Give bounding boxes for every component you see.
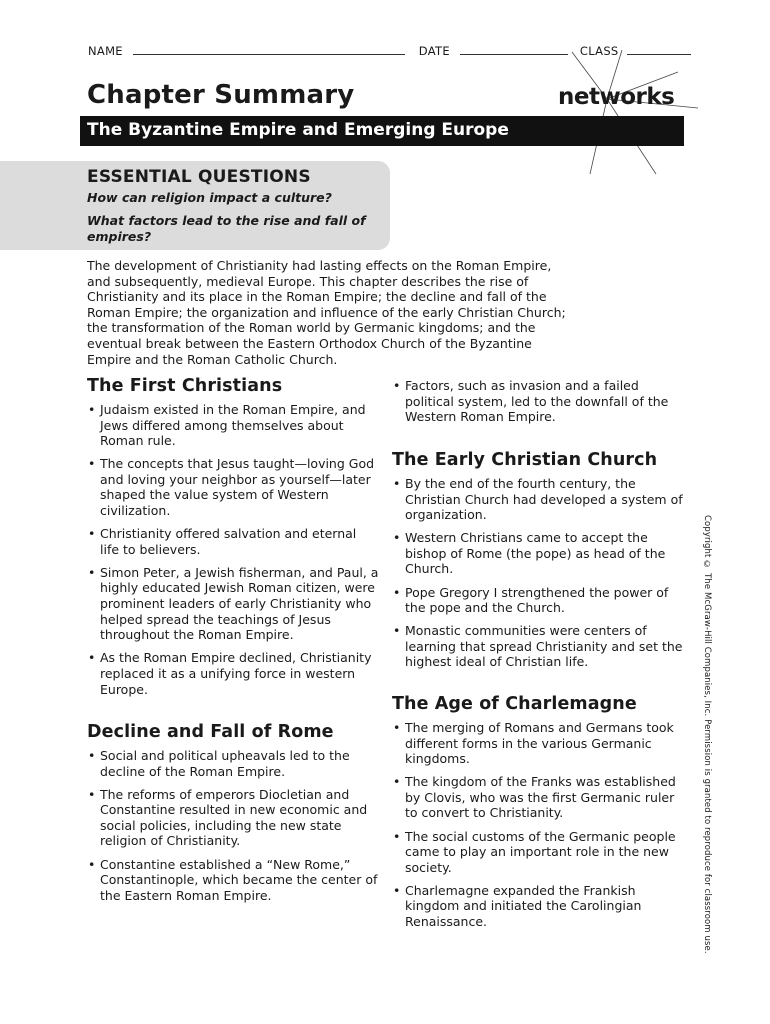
name-label: NAME	[88, 44, 123, 58]
left-column-decline	[87, 722, 379, 911]
essential-question-2-line1: What factors lead to the rise and fall of	[87, 213, 366, 228]
list-item: • The reforms of emperors Diocletian and Constantine resulted in new economic and social policies, including the new state religion of Christianity.	[87, 787, 379, 849]
date-field[interactable]	[460, 44, 568, 55]
right-column-factors	[392, 378, 684, 432]
decline-fall-list	[87, 748, 379, 903]
early-church-list	[392, 476, 684, 670]
networks-logo: networks	[558, 84, 675, 110]
list-item: • Christianity offered salvation and eternal life to believers.	[87, 526, 379, 557]
copyright-notice: Copyright © The McGraw-Hill Companies, Inc. Permission is granted to reproduce for classroom use.	[702, 515, 712, 954]
section-heading-charlemagne: The Age of Charlemagne	[392, 694, 637, 714]
class-label: CLASS	[579, 44, 619, 58]
list-item: • Judaism existed in the Roman Empire, and Jews differed among themselves about Roman rule.	[87, 402, 379, 449]
list-item: • Monastic communities were centers of learning that spread Christianity and set the highest ideal of Christian life.	[392, 623, 684, 670]
chapter-subtitle-bar	[80, 116, 684, 146]
list-item: • Social and political upheavals led to the decline of the Roman Empire.	[87, 748, 379, 779]
intro-paragraph: The development of Christianity had lasting effects on the Roman Empire, and subsequently, medieval Europe. This chapter describes the rise of Christianity and its place in the Roman Empire; the decline and fall of the Roman Empire; the organization and influence of the early Christian Church; the transformation of the Roman world by Germanic kingdoms; and the eventual break between the Eastern Orthodox Church of the Byzantine Empire and the Roman Catholic Church.	[87, 258, 566, 367]
date-label: DATE	[418, 44, 450, 58]
page-title: Chapter Summary	[87, 80, 355, 110]
essential-questions-heading: ESSENTIAL QUESTIONS	[87, 167, 311, 187]
right-column-early-church	[392, 450, 684, 678]
class-field[interactable]	[627, 44, 691, 55]
first-christians-list	[87, 402, 379, 697]
essential-question-2-line2: empires?	[87, 229, 152, 244]
section-heading-decline-fall: Decline and Fall of Rome	[87, 722, 334, 742]
factors-list	[392, 378, 684, 425]
list-item: • Constantine established a “New Rome,” Constantinople, which became the center of the Eastern Roman Empire.	[87, 857, 379, 904]
list-item: • Simon Peter, a Jewish fisherman, and Paul, a highly educated Jewish Roman citizen, were prominent leaders of early Christianity who helped spread the teachings of Jesus throughout the Roman Empire.	[87, 565, 379, 643]
list-item: • By the end of the fourth century, the Christian Church had developed a system of organization.	[392, 476, 684, 523]
list-item: • Factors, such as invasion and a failed political system, led to the downfall of the Western Roman Empire.	[392, 378, 684, 425]
section-heading-first-christians: The First Christians	[87, 376, 283, 396]
list-item: • As the Roman Empire declined, Christianity replaced it as a unifying force in western Europe.	[87, 650, 379, 697]
list-item: • Pope Gregory I strengthened the power of the pope and the Church.	[392, 585, 684, 616]
charlemagne-list	[392, 720, 684, 930]
right-column-charlemagne	[392, 694, 684, 937]
student-info-line	[88, 44, 688, 58]
list-item: • The merging of Romans and Germans took different forms in the various Germanic kingdoms.	[392, 720, 684, 767]
chapter-subtitle: The Byzantine Empire and Emerging Europe	[87, 120, 509, 140]
section-heading-early-church: The Early Christian Church	[392, 450, 658, 470]
list-item: • Charlemagne expanded the Frankish kingdom and initiated the Carolingian Renaissance.	[392, 883, 684, 930]
list-item: • The kingdom of the Franks was established by Clovis, who was the first Germanic ruler to convert to Christianity.	[392, 774, 684, 821]
left-column	[87, 376, 379, 705]
logo-rays-graphic	[560, 50, 700, 175]
essential-question-1: How can religion impact a culture?	[87, 190, 332, 205]
name-field[interactable]	[133, 44, 405, 55]
list-item: • The concepts that Jesus taught—loving God and loving your neighbor as yourself—later shaped the value system of Western civilization.	[87, 456, 379, 518]
list-item: • The social customs of the Germanic people came to play an important role in the new society.	[392, 829, 684, 876]
list-item: • Western Christians came to accept the bishop of Rome (the pope) as head of the Church.	[392, 530, 684, 577]
